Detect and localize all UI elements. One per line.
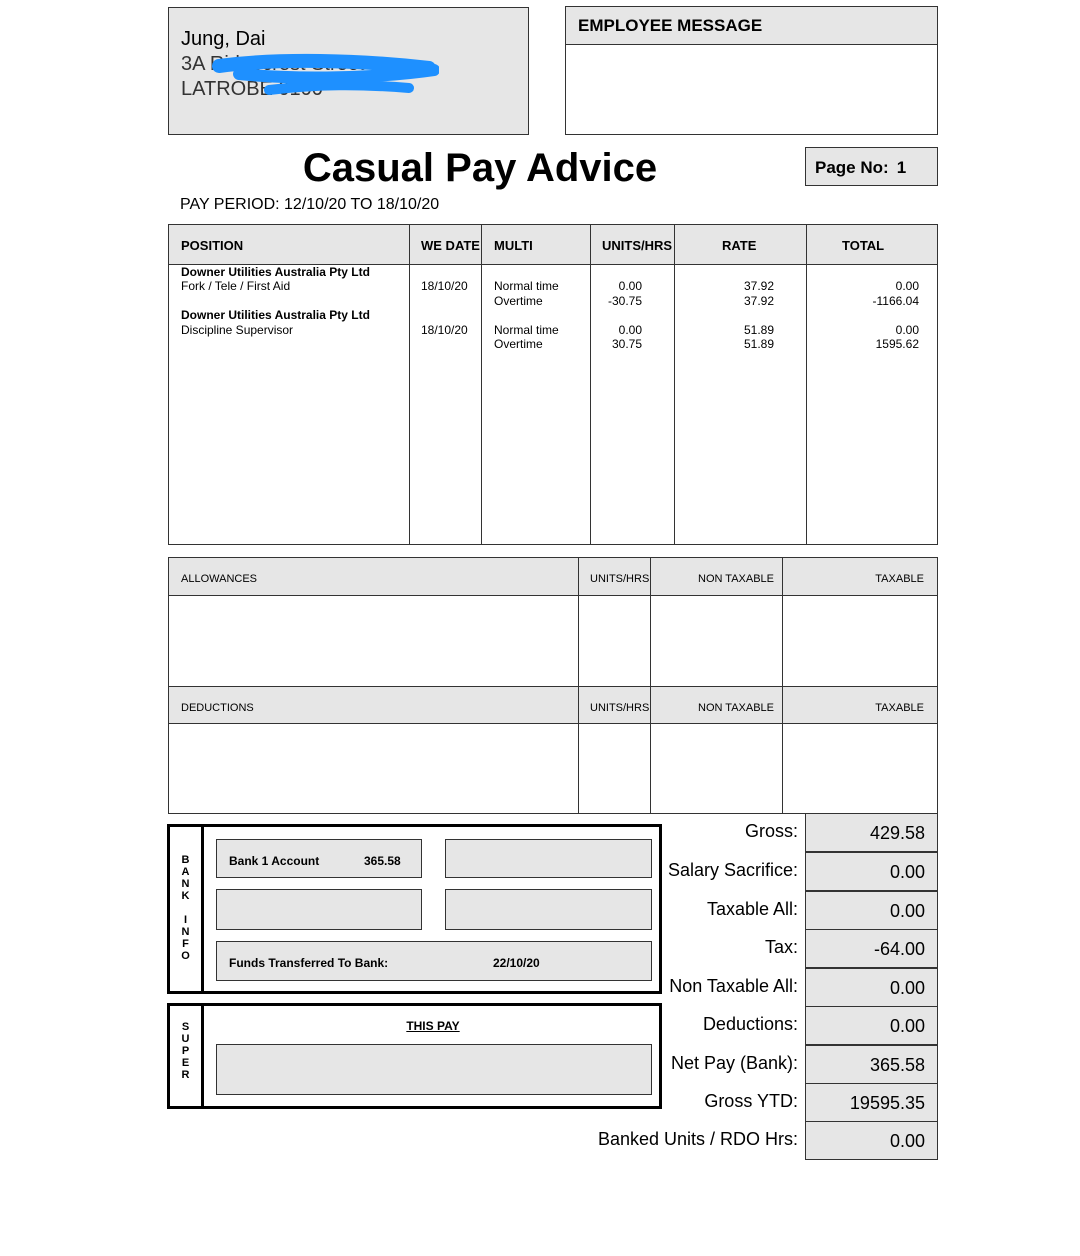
- page-number-label: Page No:: [815, 158, 889, 177]
- pay-period: PAY PERIOD: 12/10/20 TO 18/10/20: [180, 196, 440, 213]
- side-letter: S: [181, 1021, 190, 1033]
- gross-ytd-label: Gross YTD:: [704, 1091, 798, 1111]
- page-title: Casual Pay Advice: [302, 146, 658, 190]
- deductions-label: DEDUCTIONS: [181, 702, 254, 714]
- redaction-scribble: [209, 52, 439, 104]
- multi: Normal time: [494, 279, 559, 293]
- units: 0.00: [618, 323, 642, 337]
- divider: [650, 558, 651, 813]
- position-name: Discipline Supervisor: [181, 323, 294, 337]
- col-position: POSITION: [181, 238, 244, 253]
- super-side-label: [170, 1006, 204, 1106]
- side-letter: [170, 902, 201, 914]
- non-taxable-all-label: Non Taxable All:: [669, 976, 798, 996]
- units: -30.75: [607, 294, 642, 308]
- bank-account-slot: [216, 889, 422, 930]
- rate: 51.89: [743, 323, 774, 337]
- bank-account-slot: [445, 839, 652, 878]
- divider: [674, 225, 675, 544]
- allowances-units-label: UNITS/HRS: [590, 573, 650, 585]
- divider: [590, 225, 591, 544]
- side-letter: N: [181, 926, 190, 938]
- col-we-date: WE DATE: [421, 238, 480, 253]
- funds-transferred-label: Funds Transferred To Bank:: [229, 956, 389, 970]
- gross-label: Gross:: [744, 821, 798, 841]
- divider: [578, 558, 579, 813]
- allowances-label: ALLOWANCES: [181, 573, 258, 585]
- total: -1166.04: [872, 294, 919, 308]
- allowances-non-taxable-label: NON TAXABLE: [698, 573, 775, 585]
- side-letter: P: [181, 1045, 190, 1057]
- page-number: 1: [896, 158, 907, 177]
- employee-message-header: EMPLOYEE MESSAGE: [566, 7, 937, 45]
- salary-sacrifice-value: 0.00: [805, 852, 938, 891]
- side-letter: U: [181, 1033, 190, 1045]
- deductions-summary-label: Deductions:: [702, 1014, 798, 1034]
- multi: Overtime: [494, 337, 543, 351]
- tax-value: -64.00: [805, 929, 938, 968]
- banked-units-label: Banked Units / RDO Hrs:: [597, 1129, 798, 1149]
- multi: Overtime: [494, 294, 543, 308]
- col-total: TOTAL: [842, 238, 885, 253]
- super-this-pay-box: [216, 1044, 652, 1095]
- deductions-taxable-label: TAXABLE: [875, 702, 924, 714]
- deductions-units-label: UNITS/HRS: [590, 702, 650, 714]
- tax-label: Tax:: [764, 937, 798, 957]
- side-letter: A: [181, 866, 190, 878]
- page-number-box: [805, 147, 938, 186]
- total: 1595.62: [875, 337, 919, 351]
- bank-account-label: Bank 1 Account: [229, 854, 320, 868]
- we-date: 18/10/20: [421, 323, 468, 337]
- employee-name: Jung, Dai: [181, 28, 266, 50]
- deductions-header: [169, 686, 937, 724]
- salary-sacrifice-label: Salary Sacrifice:: [667, 860, 798, 880]
- side-letter: E: [181, 1057, 190, 1069]
- total: 0.00: [895, 279, 919, 293]
- employee-address-line1: 3A Ridgecrest Street: [181, 53, 365, 75]
- divider: [782, 558, 783, 813]
- divider: [481, 225, 482, 544]
- side-letter: B: [181, 854, 190, 866]
- divider: [409, 225, 410, 544]
- col-rate: RATE: [722, 238, 757, 253]
- divider: [806, 225, 807, 544]
- rate: 37.92: [743, 279, 774, 293]
- net-pay-label: Net Pay (Bank):: [670, 1053, 798, 1073]
- net-pay-value: 365.58: [805, 1045, 938, 1084]
- employee-message-body: [566, 45, 937, 61]
- super-box: [167, 1003, 662, 1109]
- side-letter: R: [181, 1069, 190, 1081]
- earnings-table: [168, 224, 938, 545]
- taxable-all-label: Taxable All:: [706, 899, 798, 919]
- total: 0.00: [895, 323, 919, 337]
- bank-info-side-label: [170, 827, 204, 991]
- side-letter: O: [181, 950, 190, 962]
- employee-address-box: [168, 7, 529, 135]
- bank-account-1: [216, 839, 422, 878]
- this-pay-label: THIS PAY: [406, 1019, 460, 1033]
- non-taxable-all-value: 0.00: [805, 968, 938, 1007]
- col-units: UNITS/HRS: [602, 238, 673, 253]
- allowances-taxable-label: TAXABLE: [875, 573, 924, 585]
- employee-address-line2: LATROBE 0100: [181, 78, 323, 100]
- company-name: Downer Utilities Australia Pty Ltd: [181, 308, 370, 322]
- banked-units-value: 0.00: [805, 1121, 938, 1160]
- side-letter: F: [182, 938, 189, 950]
- gross-ytd-value: 19595.35: [805, 1083, 938, 1122]
- deductions-summary-value: 0.00: [805, 1006, 938, 1045]
- bank-account-slot: [445, 889, 652, 930]
- units: 30.75: [611, 337, 642, 351]
- side-letter: N: [181, 878, 190, 890]
- col-multi: MULTI: [494, 238, 533, 253]
- bank-info-box: [167, 824, 662, 994]
- deductions-non-taxable-label: NON TAXABLE: [698, 702, 775, 714]
- company-name: Downer Utilities Australia Pty Ltd: [181, 265, 370, 279]
- bank-account-amount: 365.58: [364, 854, 401, 868]
- side-letter: K: [181, 890, 190, 902]
- rate: 37.92: [743, 294, 774, 308]
- multi: Normal time: [494, 323, 559, 337]
- employee-message-box: [565, 6, 938, 135]
- we-date: 18/10/20: [421, 279, 468, 293]
- position-name: Fork / Tele / First Aid: [181, 279, 291, 293]
- earnings-table-header: [169, 225, 937, 265]
- gross-value: 429.58: [805, 813, 938, 852]
- allowances-header: [169, 558, 937, 596]
- taxable-all-value: 0.00: [805, 891, 938, 930]
- funds-transferred: [216, 941, 652, 981]
- allowances-deductions-table: [168, 557, 938, 814]
- units: 0.00: [618, 279, 642, 293]
- funds-transferred-date: 22/10/20: [493, 956, 540, 970]
- side-letter: I: [183, 914, 188, 926]
- rate: 51.89: [743, 337, 774, 351]
